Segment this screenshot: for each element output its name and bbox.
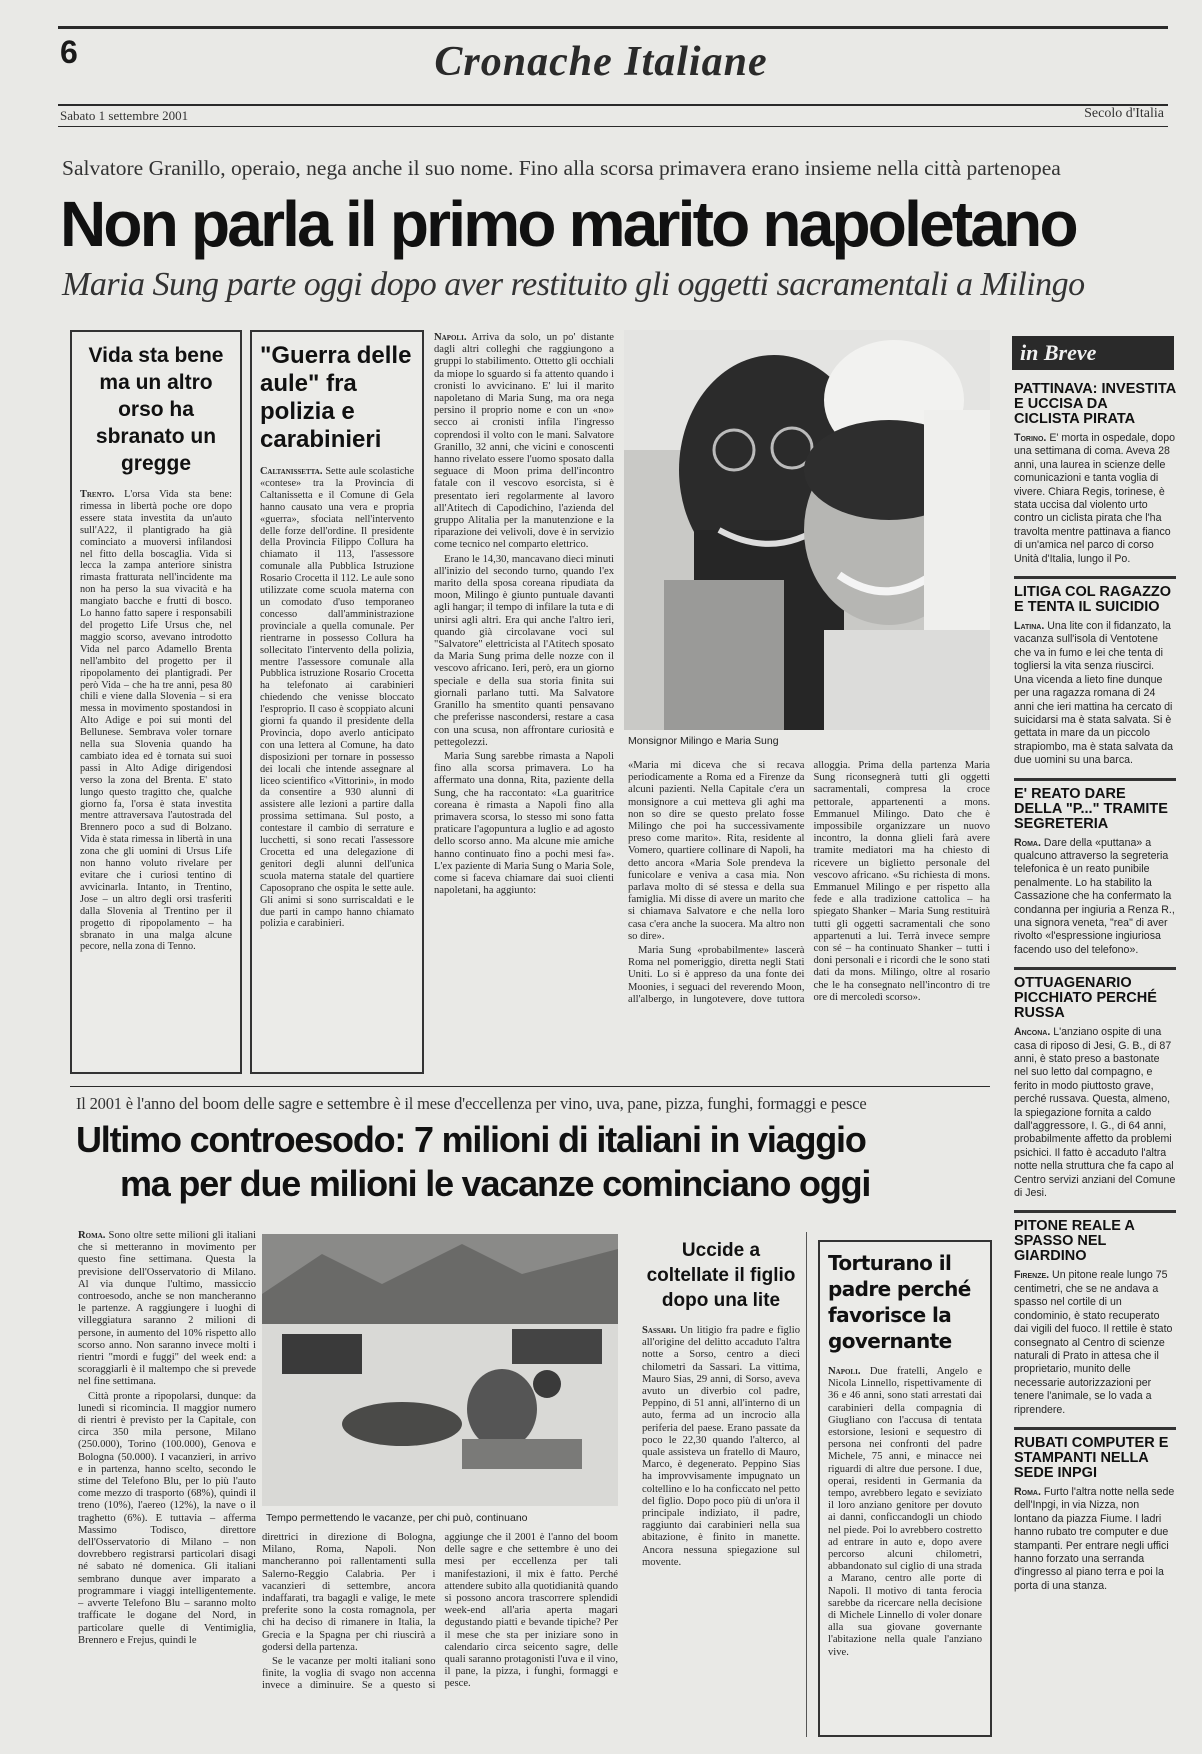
brevi-dateline: Roma. xyxy=(1014,1485,1041,1498)
brevi-dateline: Latina. xyxy=(1014,620,1045,633)
masthead-rule xyxy=(58,104,1168,106)
lead-paragraph-3: Maria Sung sarebbe rimasta a Napoli fino alla scorsa primavera. Lo ha affermato una donna, Rita, paziente della Sung, che ha raccontato: «La guaritrice coreana è rimasta a Napoli fino alla primavera scorsa, lo stesso mi sono fatta praticare l'agopuntura a luglio e ad agosto dello scorso anno. Ma alcune mie amiche hanno continuato fino a pochi mesi fa». L'ex paziente di Maria Sung o Maria Sole, come si faceva chiamare dai suoi clienti napoletani, ha aggiunto: xyxy=(434,750,614,897)
lead-body-col1 xyxy=(434,332,614,1072)
second-headline-line1: Ultimo controesodo: 7 milioni di italiani in viaggio xyxy=(76,1119,866,1160)
second-paragraph-2: Città pronte a ripopolarsi, dunque: da lunedì si ricomincia. Il maggior numero di rientri è previsto per la Capitale, con circa 350 mila persone, Milano (250.000), Torino (100.000), Genova e Bologna (50.000). I vacanzieri, in arrivo e in partenza, hanno scelto, secondo le stime del Telefono Blu, per lo più l'auto come mezzo di trasporto (68%), quindi il treno (10%), l'aereo (12%), la nave o il traghetto (6%). E tuttavia – afferma Massimo Todisco, direttore dell'Osservatorio di Milano – non dovrebbero registrarsi particolari disagi né sabato né domenica. Gli italiani sembrano dunque aver imparato a programmare i viaggi intelligentemente. – avverte Telefono Blu – saranno molto trafficate le dogane del Nord, in particolare quelle di Ventimiglia, Brennero e Frejus, quindi le xyxy=(78,1390,256,1646)
knife-dateline: Sassari. xyxy=(642,1325,677,1336)
bear-body xyxy=(72,485,240,1093)
in-breve-label-box xyxy=(1012,336,1174,370)
lead-subhead: Maria Sung parte oggi dopo aver restituito gli oggetti sacramentali a Milingo xyxy=(62,266,1085,303)
knife-text: Un litigio fra padre e figlio all'origine del delitto accaduto l'altra notte a Sorso, centro a dieci chilometri da Sassari. La vittima, Mauro Sias, 29 anni, di Sorso, aveva avuto un diverbio col padre, Peppino, di 51 anni, all'interno di un auto, ferma ad un incrocio alla periferia del paese. Erano passate da poco le 22,30 quando l'alterco, al quale assisteva un fratello di Mauro, Marco, è degenerato. Peppino Sias ha improvvisamente impugnato un coltellino e lo ha conficcato nel petto del figlio. Dopo poco più di un'ora il principale indiziato, il padre, raggiunto dai carabinieri nella sua abitazione, è finito in manette. Ancora nessuna spiegazione sul movente. xyxy=(642,1325,800,1568)
lead-paragraph-4: «Maria mi diceva che si recava periodicamente a Roma ed a Firenze da alcuni pazienti. Nella Capitale c'era un monsignore a cui metteva gli aghi ma non so dire se questo prelato fosse Milingo che poi ha successivamente preso come marito». Rita, residente al Vomero, quartiere collinare di Napoli, ha detto ancora «Maria Sole prendeva la funicolare e veniva a casa mia. Non parlava molto di sé stessa e della sua famiglia. Mi disse di avere un marito che si chiamava Salvatore e che nella loro casa c'era anche la suocera. Ma altro non so dire». xyxy=(628,760,805,942)
beach-photo-illustration xyxy=(262,1234,618,1506)
milingo-photo xyxy=(624,330,990,730)
schools-dateline: Caltanissetta. xyxy=(260,466,323,477)
second-dateline: Roma. xyxy=(78,1230,106,1241)
lead-photo-caption: Monsignor Milingo e Maria Sung xyxy=(628,735,779,747)
lead-dateline: Napoli. xyxy=(434,332,467,343)
brevi-title: E' REATO DARE DELLA "P..." TRAMITE SEGRETERIA xyxy=(1014,785,1168,832)
brevi-item xyxy=(1014,1436,1176,1593)
brevi-title: PATTINAVA: INVESTITA E UCCISA DA CICLISTA PIRATA xyxy=(1014,382,1176,427)
bear-headline: Vida sta bene ma un altro orso ha sbranato un gregge xyxy=(88,344,224,475)
milingo-photo-illustration xyxy=(624,330,990,730)
second-paragraph-1: Sono oltre sette milioni gli italiani che si metteranno in movimento per questo fine settimana. Questa la previsione dell'Osservatorio di Milano. Al via dunque l'ultimo, massiccio controesodo, anche se non mancheranno le partenze. A raggiungere i luoghi di villeggiatura saranno 2 milioni di persone, in aumento del 10% rispetto allo scorso anno. Non saranno invece molti i rientri "mordi e fuggi" del week end: a scoraggiarli è il maltempo che si prevede nel fine settimana. xyxy=(78,1230,256,1388)
lead-kicker: Salvatore Granillo, operaio, nega anche il suo nome. Fino alla scorsa primavera erano insieme nella città partenopea xyxy=(62,156,1061,180)
knife-story xyxy=(636,1232,807,1737)
second-paragraph-3: direttrici in direzione di Bologna, Milano, Roma, Napoli. Non mancheranno poi rallentamenti sulla Salerno-Reggio Calabria. Per i vacanzieri di settembre, ancora indaffarati, tra bagagli e valige, le mete preferite sono la costa romagnola, per chi ha deciso di rimanere in Italia, la Grecia e la Spagna per chi riuscirà a godersi della partenza. xyxy=(262,1532,436,1653)
brevi-text: Dare della «puttana» a qualcuno attraverso la segreteria telefonica è un reato punibile penalmente. Lo ha stabilito la Cassazione che ha confermato la condanna per ingiuria a Renza R., una signora veneta, "rea" di aver rivolto «l'espressione ingiuriosa facendo uso del telefono». xyxy=(1014,836,1175,956)
brevi-separator xyxy=(1014,1210,1176,1213)
torture-body xyxy=(820,1364,990,1728)
brevi-title: RUBATI COMPUTER E STAMPANTI NELLA SEDE INPGI xyxy=(1014,1434,1169,1481)
masthead-rule-thin xyxy=(58,126,1168,127)
lead-body-col2 xyxy=(628,760,990,1072)
brevi-dateline: Firenze. xyxy=(1014,1269,1050,1282)
brevi-item xyxy=(1014,787,1176,958)
brevi-text: Un pitone reale lungo 75 centimetri, che se ne andava a spasso nel cortile di un condominio, è stato recuperato dai vigili del fuoco. Il rettile è stato consegnato al Centro di scienze naturali di Prato in attesa che il proprietario, munito delle necessarie autorizzazioni per tenere l'animale, se lo vada a riprendere. xyxy=(1014,1269,1173,1416)
brevi-text: L'anziano ospite di una casa di riposo di Jesi, G. B., di 87 anni, è stato preso a bastonate nel suo letto dal compagno, e ferito in modo piuttosto grave, perché russava. Questa, almeno, la spiegazione fornita a caldo dall'aggressore, I. G., di 64 anni, probabilmente affetto da problemi psichici. Il fatto è accaduto l'altra notte nella struttura che fa capo al Centro servizi anziani del Comune di Jesi. xyxy=(1014,1026,1176,1200)
brevi-separator xyxy=(1014,778,1176,781)
brevi-item xyxy=(1014,585,1176,767)
second-headline-line2: ma per due milioni le vacanze cominciano oggi xyxy=(120,1163,871,1204)
brevi-item xyxy=(1014,1219,1176,1416)
newspaper-name: Secolo d'Italia xyxy=(1084,106,1164,121)
schools-text: Sette aule scolastiche «contese» tra la Provincia di Caltanissetta e il Comune di Gela hanno causato una vera e propria «guerra», sfociata nell'intervento delle forze dell'ordine. Il presidente della Provincia Filippo Collura ha chiamato il 113, l'assessore comunale alla Pubblica Istruzione Rosario Crocetta il 112. Le aule sono utilizzate come scuola materna con un comodato d'uso temporaneo concesso dall'amministrazione provinciale a quella comunale. Per rientrarne in possesso Collura ha sollecitato l'intervento della polizia, mentre l'assessore comunale alla Pubblica istruzione Rosario Crocetta ha telefonato ai carabinieri chiedendo che venisse bloccato l'esproprio. Il caso è scoppiato alcuni giorni fa quando il presidente della Provincia, dopo averlo anticipato con una lettera al Comune, ha dato disposizioni per tornare in possesso dei locali che intende assegnare al liceo scientifico «Vittorini», in modo da consentire a 930 alunni di assistere alle lezioni a partire dalla prossima settimana. Sul posto, a contestare il cambio di serrature e lucchetti, si sono recati l'assessore Crocetta ed una delegazione di genitori degli alunni dell'unica scuola materna statale del quartiere Caposoprano che ospita le sette aule. Gli animi si sono surriscaldati e le due parti in campo hanno chiamato polizia e carabinieri. xyxy=(260,466,415,930)
brevi-separator xyxy=(1014,967,1176,970)
brevi-text: Furto l'altra notte nella sede dell'Inpgi, in via Nizza, non lontano da piazza Fiume. I ladri hanno rubato tre computer e due stampanti. Per entrare negli uffici hanno forzato una serranda d'ingresso al piano terra e poi la porta di una stanza. xyxy=(1014,1485,1175,1592)
brevi-title: LITIGA COL RAGAZZO E TENTA IL SUICIDIO xyxy=(1014,584,1172,616)
schools-headline: "Guerra delle aule" fra polizia e carabinieri xyxy=(260,342,412,453)
torture-text: Due fratelli, Angelo e Nicola Linnello, rispettivamente di 36 e 46 anni, sono stati arrestati dai carabinieri della compagnia di Giugliano con l'accusa di tentata estorsione, lesioni e sequestro di persona nei confronti del padre Michele, 75 anni, e minacce nei riguardi di altre due persone. I due, operai, residenti in Germania da tempo, avrebbero legato e seviziato il loro anziano genitore per dovuto ai danni, conficcandogli un chiodo nel piede. Poi lo avrebbero costretto ad entrare in auto e, dopo avere percorso alcuni chilometri, abbandonato sul ciglio di una strada a Marano, centro alle porte di Napoli. Il motivo di tanta ferocia sarebbe da ricercare nella decisione di Michele Linnello di voler donare alla sua giovane governante l'abitazione nella quale l'anziano vive. xyxy=(828,1366,982,1658)
knife-body xyxy=(636,1325,806,1685)
knife-headline: Uccide a coltellate il figlio dopo una lite xyxy=(646,1240,796,1311)
brevi-dateline: Roma. xyxy=(1014,836,1041,849)
top-rule xyxy=(58,26,1168,29)
brevi-separator xyxy=(1014,576,1176,579)
issue-date: Sabato 1 settembre 2001 xyxy=(60,108,189,123)
second-kicker: Il 2001 è l'anno del boom delle sagre e settembre è il mese d'eccellenza per vino, uva, pane, pizza, funghi, formaggi e pesce xyxy=(76,1094,867,1113)
torture-headline: Torturano il padre perché favorisce la governante xyxy=(828,1251,971,1353)
in-breve-label: in Breve xyxy=(1020,340,1097,365)
schools-body xyxy=(252,462,422,1050)
bear-story-box xyxy=(70,330,242,1074)
page-number: 6 xyxy=(60,34,78,70)
lead-headline: Non parla il primo marito napoletano xyxy=(60,188,1076,260)
brevi-text: Una lite con il fidanzato, la vacanza sull'isola di Ventotene che va in fumo e lei che tenta di togliersi la vita senza riuscirci. Una vicenda a lieto fine dunque per una ragazza romana di 24 anni che ieri mattina ha cercato di suicidarsi ma è stata salvata. Si è gettata in mare da un piccolo strapiombo, ma è stata salvata da due uomini su una barca. xyxy=(1014,620,1173,767)
schools-story-box xyxy=(250,330,424,1074)
second-body-col2 xyxy=(262,1532,618,1737)
section-divider xyxy=(70,1086,990,1087)
brevi-item xyxy=(1014,976,1176,1200)
in-breve-list xyxy=(1014,382,1176,1742)
second-paragraph-4: Se le vacanze per molti italiani sono finite, la voglia di svago non accenna invece a diminuire. Se a questo si aggiunge che il 2001 è l'anno del boom delle sagre e che settembre è uno dei mesi per eccellenza per tali manifestazioni, il mix è fatto. Perché attendere subito alla quotidianità quando si possono ancora trascorrere splendidi week-end all'aria aperta magari degustando piatti e bevande tipiche? Per il mese che sta per iniziare sono in calendario circa seicento sagre, delle quali saranno protagonisti l'uva e il vino, il pane, la pizza, i funghi, formaggi e pesce. xyxy=(262,1532,618,1692)
brevi-item xyxy=(1014,382,1176,566)
beach-photo xyxy=(262,1234,618,1506)
brevi-dateline: Ancona. xyxy=(1014,1026,1051,1039)
second-body-col1 xyxy=(78,1230,256,1735)
beach-photo-caption: Tempo permettendo le vacanze, per chi può, continuano xyxy=(266,1512,528,1524)
lead-paragraph-5: Maria Sung «probabilmente» lascerà Roma nel pomeriggio, diretta negli Stati Uniti. Lo si è appreso da una fonte dei Moonies, i seguaci del reverendo Moon, all'albergo, in lungotevere, dove tuttora alloggia. Prima della partenza Maria Sung riconsegnerà tutti gli oggetti sacramentali, compresa la croce pettorale, appartenenti a mons. Emmanuel Milingo. Dato che è impossibile organizzare un nuovo incontro, la donna glieli farà avere tramite mediatori ma ha chiesto di ricevere un biglietto personale del vescovo africano. «Su richiesta di mons. Emmanuel Milingo e per rispetto alla fede e alla tradizione cattolica – ha spiegato Shanker – Maria Sung restituirà tutti gli oggetti sacramentali che sono appartenuti a lui. Terrà invece sempre con sé – ha continuato Shanker – tutti i doni personali e i ricordi che le sono stati dati da mons. Milingo, oltre al rosario che le ha consegnato nell'incontro di tre ore di mercoledì scorso». xyxy=(628,760,990,1005)
torture-story-box xyxy=(818,1240,992,1737)
brevi-text: E' morta in ospedale, dopo una settimana di coma. Aveva 28 anni, una laurea in scienze delle comunicazioni e tanta voglia di vivere. Chiara Regis, torinese, è stata uccisa dal violento urto contro un ciclista pirata che l'ha travolta mentre pattinava a fianco di un'amica nel parco di corso Unità d'Italia, lungo il Po. xyxy=(1014,432,1176,565)
brevi-dateline: Torino. xyxy=(1014,432,1047,444)
brevi-title: PITONE REALE A SPASSO NEL GIARDINO xyxy=(1014,1218,1135,1265)
lead-paragraph-1: Arriva da solo, un po' distante dagli altri colleghi che raggiungono a gruppi lo stabilimento. Ottetto gli occhiali da miope lo sguardo si fa attento quando i cronisti lo avvicinano. E' lui il marito napoletano di Maria Sung, ma ora nega persino il proprio nome e con un «no» secco ai cronisti infila l'ingresso coprendosi il volto con le mani. Salvatore Granillo, 32 anni, che vicini e conoscenti hanno rivelato essere l'uomo sposato dalla seguace di Moon prima dell'incontro fatale con il vescovo esorcista, si è presentato ieri regolarmente al lavoro all'Atitech di Capodichino, l'azienda del gruppo Alitalia per la manutenzione e la riparazione dei velivoli, dove è in servizio come tecnico nel comparto elettrico. xyxy=(434,332,614,551)
torture-dateline: Napoli. xyxy=(828,1366,861,1377)
bear-dateline: Trento. xyxy=(80,489,115,500)
bear-text: L'orsa Vida sta bene: rimessa in libertà poche ore dopo essere stata investita da un'auto sull'A22, il plantigrado ha già cominciato a muoversi infilandosi nel fitto della boscaglia. Vida si lecca la zampa anteriore sinistra rimasta fratturata nell'incidente ma non ha perso la sua vivacità e ha mangiato bacche e frutti di bosco. Lo hanno fatto sapere i responsabili del progetto Life Ursus che, nel maggio scorso, avevano introdotto Vida nel parco Adamello Brenta nell'ambito del progetto per il ripopolamento dei plantigradi. Per però Vida – che ha tre anni, pesa 80 chili e viene dalla Slovenia – si era messa in movimento spostandosi in Alto Adige e poi sui monti del Bellunese. Sembrava voler tornare nella sua Slovenia quando ha cambiato idea ed è tornata sui suoi passi in Alto Adige dirigendosi verso la zona del Brenta. E' stato lungo questo tragitto che, qualche giorno fa, l'orsa è stata investita mentre attraversava l'autostrada del Brennero poco a sud di Bolzano. Vida è stata rimessa in libertà in una zona che gli uomini di Ursus Life non hanno voluto rivelare per evitare che i curiosi tentino di avvicinarla. Intanto, in Trentino, Jose – un altro degli orsi trasferiti dalla Slovenia al Trentino per il progetto di ripopolamento – ha sbranato in una malga alcune pecore, nella zona di Tenno. xyxy=(80,489,232,953)
lead-paragraph-2: Erano le 14,30, mancavano dieci minuti all'inizio del secondo turno, quando l'ex marito della sposa coreana ripudiata da moon, Milingo è giunto puntuale davanti agli hangar; il tempo di infilare la tuta e di unirsi agli altri. Era qui anche l'altro ieri, quando già circolavane voci sul "Salvatore" elettricista al l'Atitech sposato da Maria Sung prima delle nozze con il vescovo africano. Ieri, però, era un giorno speciale e della sua storia finita sui giornali parlano tutti. Ma Salvatore Granillo ha smentito quanti pensavano che preferisse nascondersi, restare a casa con una scusa, non affrontare curiosità e pettegolezzi. xyxy=(434,553,614,748)
brevi-separator xyxy=(1014,1427,1176,1430)
brevi-title: OTTUAGENARIO PICCHIATO PERCHÉ RUSSA xyxy=(1014,975,1157,1022)
section-title: Cronache Italiane xyxy=(434,39,768,85)
